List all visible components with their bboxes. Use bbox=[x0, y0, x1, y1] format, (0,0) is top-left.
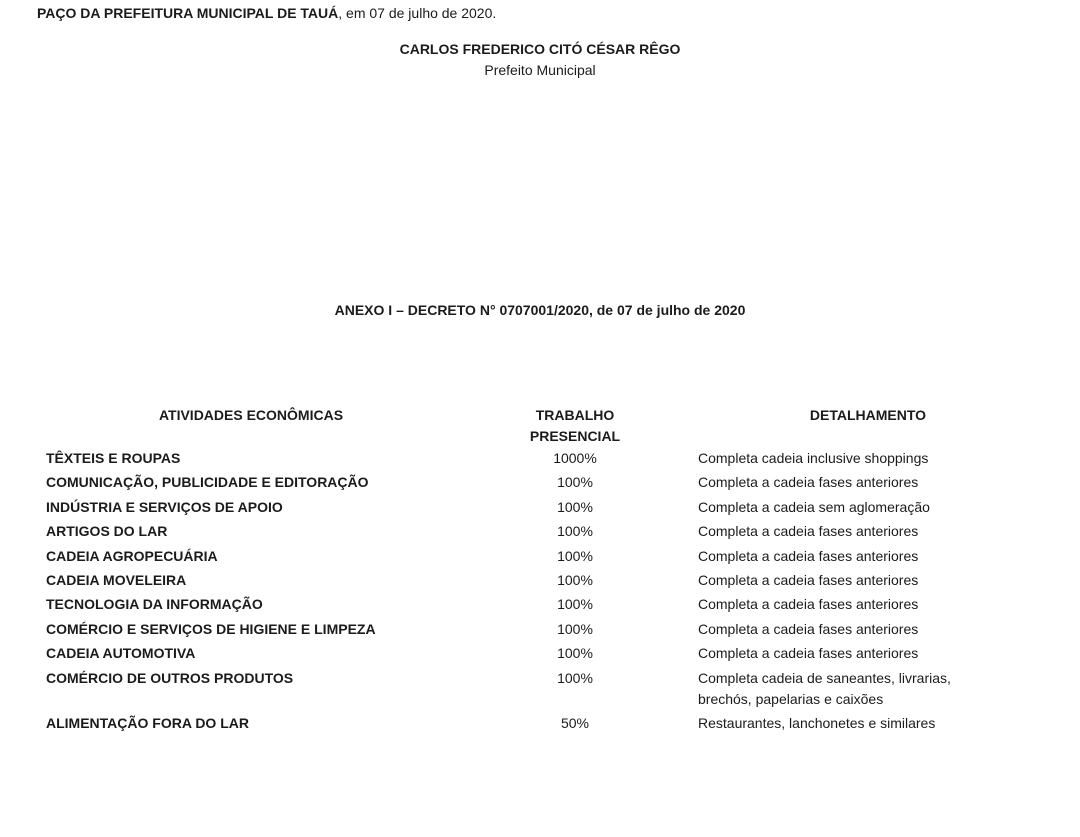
work-percent-cell: 100% bbox=[557, 523, 593, 540]
table-row bbox=[46, 643, 1040, 664]
detail-cell: Restaurantes, lanchonetes e similares bbox=[698, 714, 936, 731]
activity-cell: COMÉRCIO DE OUTROS PRODUTOS bbox=[46, 669, 294, 686]
detail-cell: Completa a cadeia fases anteriores bbox=[698, 645, 919, 662]
activity-cell: COMÉRCIO E SERVIÇOS DE HIGIENE E LIMPEZA bbox=[46, 620, 376, 637]
detail-cell: Completa a cadeia fases anteriores bbox=[698, 596, 919, 613]
work-percent-cell: 100% bbox=[557, 645, 593, 662]
work-percent-cell: 1000% bbox=[553, 450, 597, 466]
table-row bbox=[46, 472, 1040, 493]
work-percent-cell: 100% bbox=[557, 596, 593, 613]
closing-place: PAÇO DA PREFEITURA MUNICIPAL DE TAUÁ bbox=[37, 5, 339, 21]
activity-cell: ALIMENTAÇÃO FORA DO LAR bbox=[46, 714, 249, 731]
activities-table bbox=[46, 405, 1040, 737]
detail-cell: Completa a cadeia fases anteriores bbox=[698, 523, 919, 540]
annex-title: ANEXO I – DECRETO N° 0707001/2020, de 07 de julho de 2020 bbox=[334, 302, 746, 318]
signature-role: Prefeito Municipal bbox=[484, 62, 596, 78]
work-percent-cell: 100% bbox=[557, 498, 593, 515]
signature-block bbox=[0, 39, 1080, 81]
activity-cell: TECNOLOGIA DA INFORMAÇÃO bbox=[46, 596, 263, 613]
header-detalhamento: DETALHAMENTO bbox=[809, 407, 927, 423]
activity-cell: CADEIA AUTOMOTIVA bbox=[46, 645, 196, 662]
detail-cell: Completa a cadeia fases anteriores bbox=[698, 474, 919, 491]
detail-cell: Completa cadeia de saneantes, livrarias, brechós, papelarias e caixões bbox=[698, 669, 951, 707]
activity-cell: CADEIA AGROPECUÁRIA bbox=[46, 547, 218, 564]
table-row bbox=[46, 521, 1040, 542]
activity-cell: TÊXTEIS E ROUPAS bbox=[46, 450, 181, 466]
table-row bbox=[46, 668, 1040, 710]
table-row bbox=[46, 713, 1040, 734]
detail-cell: Completa cadeia inclusive shoppings bbox=[698, 450, 929, 466]
work-percent-cell: 50% bbox=[560, 714, 590, 731]
work-percent-cell: 100% bbox=[557, 474, 593, 491]
signature-name: CARLOS FREDERICO CITÓ CÉSAR RÊGO bbox=[399, 41, 681, 57]
activity-cell: COMUNICAÇÃO, PUBLICIDADE E EDITORAÇÃO bbox=[46, 474, 369, 491]
table-header-row bbox=[46, 405, 1040, 447]
detail-cell: Completa a cadeia fases anteriores bbox=[698, 571, 919, 588]
work-percent-cell: 100% bbox=[557, 571, 593, 588]
activity-cell: ARTIGOS DO LAR bbox=[46, 523, 168, 540]
table-row bbox=[46, 594, 1040, 615]
table-row bbox=[46, 570, 1040, 591]
table-row bbox=[46, 546, 1040, 567]
activity-cell: CADEIA MOVELEIRA bbox=[46, 571, 187, 588]
header-activities: ATIVIDADES ECONÔMICAS bbox=[158, 407, 344, 423]
work-percent-cell: 100% bbox=[557, 620, 593, 637]
table-row bbox=[46, 448, 1040, 469]
detail-cell: Completa a cadeia sem aglomeração bbox=[698, 498, 930, 515]
work-percent-cell: 100% bbox=[557, 547, 593, 564]
table-row bbox=[46, 619, 1040, 640]
detail-cell: Completa a cadeia fases anteriores bbox=[698, 547, 919, 564]
detail-cell: Completa a cadeia fases anteriores bbox=[698, 620, 919, 637]
table-rows bbox=[46, 448, 1040, 734]
closing-date: , em 07 de julho de 2020. bbox=[338, 5, 497, 21]
header-work-presencial: TRABALHO PRESENCIAL bbox=[529, 407, 621, 444]
table-row bbox=[46, 497, 1040, 518]
work-percent-cell: 100% bbox=[557, 669, 593, 686]
activity-cell: INDÚSTRIA E SERVIÇOS DE APOIO bbox=[46, 498, 283, 515]
closing-line bbox=[37, 3, 496, 23]
